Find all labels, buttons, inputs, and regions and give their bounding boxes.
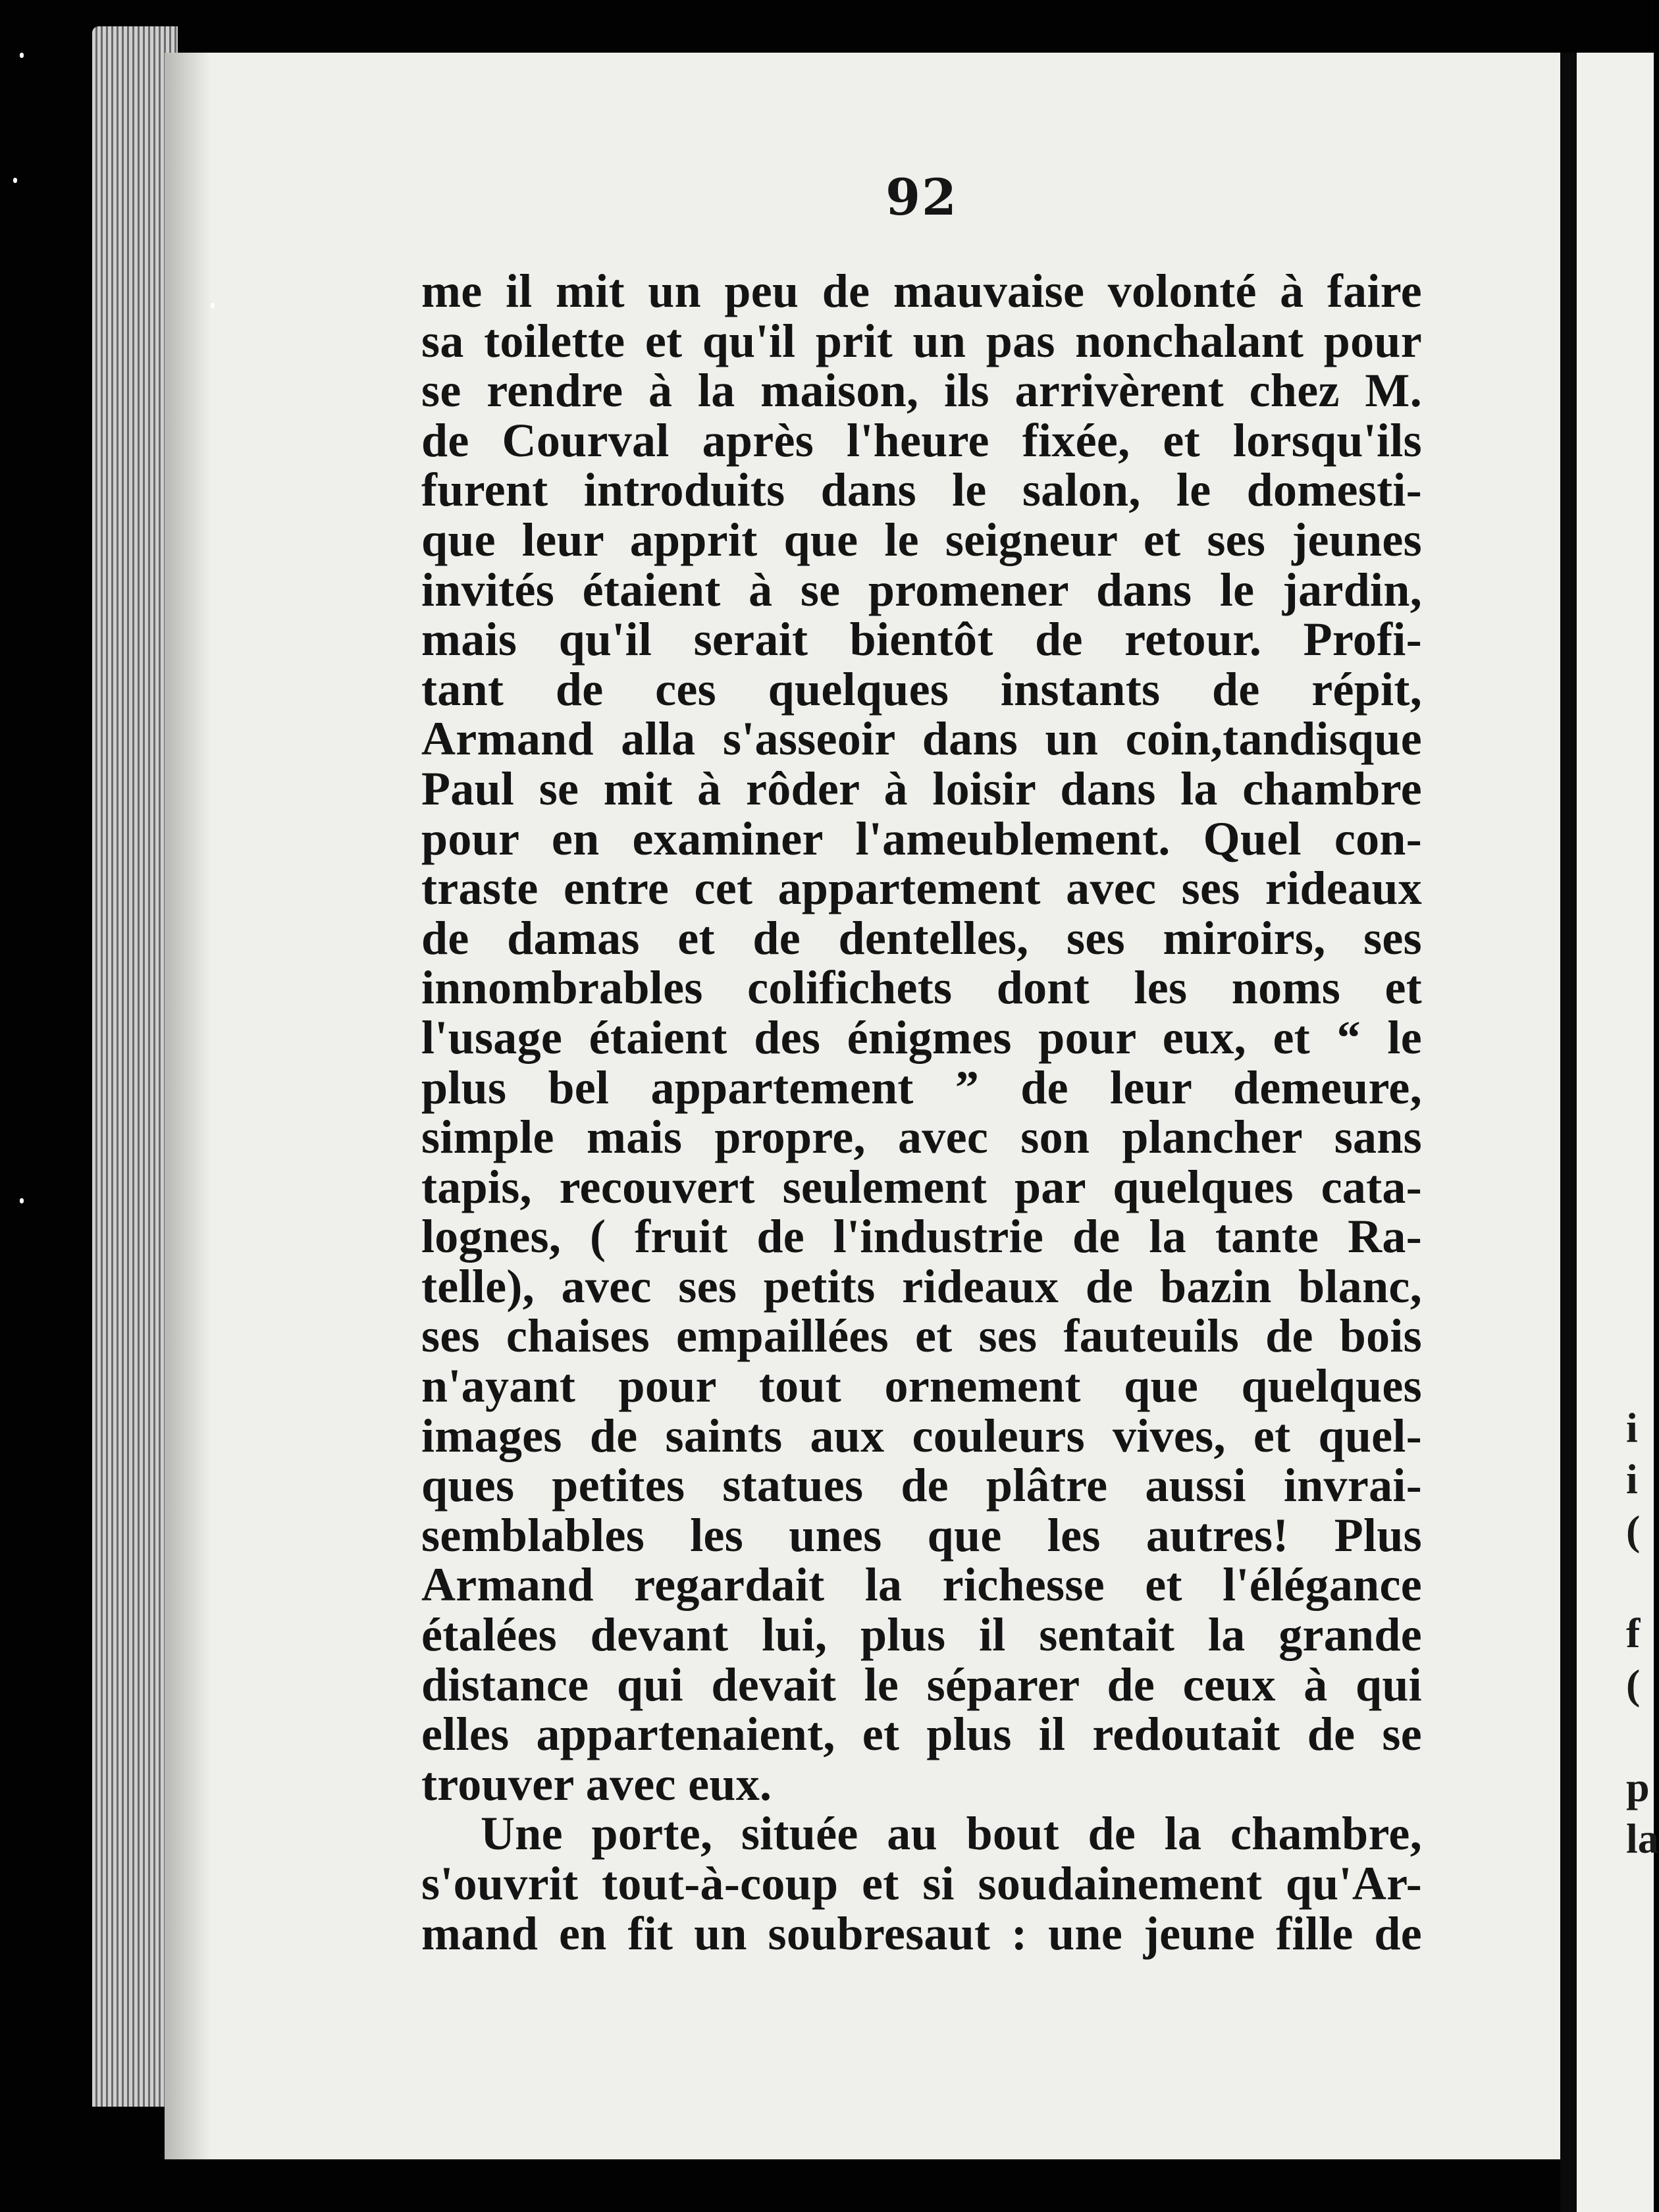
page-number: 92 [885, 168, 958, 226]
text-line: invités étaient à se promener dans le jardin, [421, 563, 1422, 616]
text-line: furent introduits dans le salon, le domesti- [421, 463, 1422, 517]
text-line: trouver avec eux. [421, 1757, 772, 1810]
adjacent-page-text [1626, 1402, 1659, 1864]
fragment: la [1626, 1815, 1659, 1862]
text-line: pour en examiner l'ameublement. Quel con- [421, 812, 1422, 865]
text-line: tant de ces quelques instants de répit, [421, 662, 1422, 716]
scan-speck [211, 303, 215, 308]
text-line: distance qui devait le séparer de ceux à qui [421, 1658, 1422, 1711]
body-text [421, 267, 1422, 1959]
text-line: simple mais propre, avec son plancher sans [421, 1111, 1422, 1164]
fragment: f [1626, 1610, 1641, 1656]
text-line: images de saints aux couleurs vives, et quel- [421, 1409, 1422, 1462]
page-gutter [1560, 53, 1577, 2212]
text-line: innombrables colifichets dont les noms et [421, 961, 1422, 1014]
text-line: de damas et de dentelles, ses miroirs, ses [421, 911, 1422, 964]
text-line: mand en fit un soubresaut : une jeune fille de [421, 1907, 1422, 1960]
text-line: traste entre cet appartement avec ses rideaux [421, 862, 1422, 915]
text-line: étalées devant lui, plus il sentait la grande [421, 1608, 1422, 1662]
text-line: mais qu'il serait bientôt de retour. Profi- [421, 613, 1422, 666]
text-line: lognes, ( fruit de l'industrie de la tante Ra- [421, 1210, 1422, 1263]
text-line: telle), avec ses petits rideaux de bazin blanc, [421, 1259, 1422, 1313]
scan-speck [13, 178, 17, 183]
fragment: ( [1626, 1661, 1641, 1708]
fragment [1626, 1710, 1654, 1762]
fragment: i [1626, 1456, 1638, 1502]
text-line: que leur apprit que le seigneur et ses jeunes [421, 513, 1422, 566]
fragment: i [1626, 1404, 1638, 1451]
text-line: me il mit un peu de mauvaise volonté à faire [421, 265, 1422, 317]
fragment: p [1626, 1764, 1650, 1810]
fragment [1626, 1556, 1654, 1608]
text-line: Armand alla s'asseoir dans un coin,tandisque [421, 712, 1422, 766]
text-line: Paul se mit à rôder à loisir dans la chambre [421, 762, 1422, 815]
text-line: n'ayant pour tout ornement que quelques [421, 1359, 1422, 1413]
text-line: plus bel appartement ” de leur demeure, [421, 1061, 1422, 1114]
text-line: se rendre à la maison, ils arrivèrent chez M. [421, 364, 1422, 417]
page-shadow [165, 53, 211, 2159]
text-line: tapis, recouvert seulement par quelques cata- [421, 1160, 1422, 1213]
text-line: s'ouvrit tout-à-coup et si soudainement qu'Ar- [421, 1857, 1422, 1910]
text-line: Une porte, située au bout de la chambre, [481, 1807, 1422, 1860]
adjacent-page [1577, 53, 1659, 2212]
text-line: de Courval après l'heure fixée, et lorsqu'ils [421, 413, 1422, 467]
text-line: semblables les unes que les autres! Plus [421, 1508, 1422, 1562]
text-line: Armand regardait la richesse et l'élégance [421, 1558, 1422, 1612]
text-line: elles appartenaient, et plus il redoutait de se [421, 1708, 1422, 1761]
text-line: sa toilette et qu'il prit un pas nonchalant pour [421, 314, 1422, 367]
fragment: ( [1626, 1507, 1641, 1554]
text-line: l'usage étaient des énigmes pour eux, et “ le [421, 1011, 1422, 1064]
scan-speck [20, 1198, 24, 1203]
scan-speck [20, 53, 24, 58]
text-line: ques petites statues de plâtre aussi invrai- [421, 1459, 1422, 1512]
text-line: ses chaises empaillées et ses fauteuils de bois [421, 1309, 1422, 1363]
